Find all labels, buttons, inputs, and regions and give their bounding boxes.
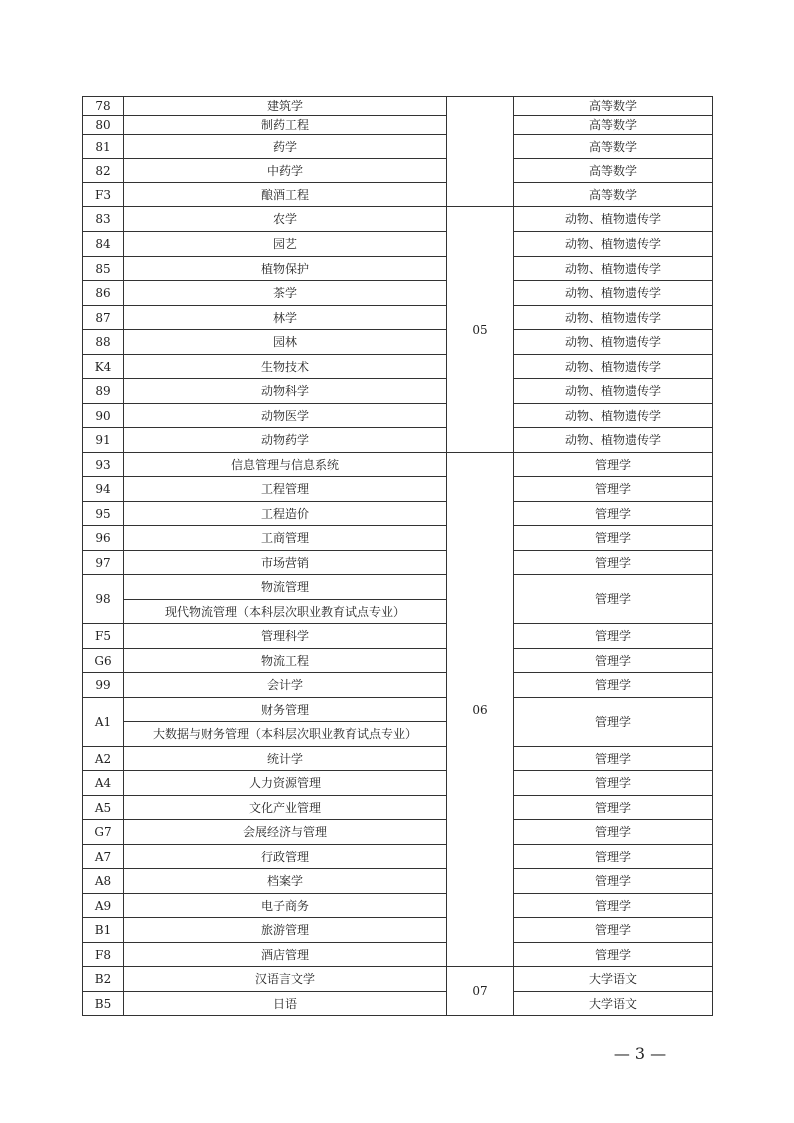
major-cell: 管理科学 [124, 624, 447, 649]
code-cell: 98 [83, 575, 124, 624]
subject-cell: 动物、植物遗传学 [514, 330, 713, 355]
subject-cell: 动物、植物遗传学 [514, 428, 713, 453]
table-row [83, 306, 713, 330]
table-row [83, 159, 713, 183]
major-cell: 工程造价 [124, 502, 447, 526]
major-cell: 汉语言文学 [124, 967, 447, 992]
group-cell: 06 [447, 453, 514, 967]
code-cell: B2 [83, 967, 124, 992]
code-cell: A5 [83, 796, 124, 820]
code-cell: 90 [83, 404, 124, 428]
table-row [83, 428, 713, 453]
subject-cell: 管理学 [514, 551, 713, 575]
code-cell: 89 [83, 379, 124, 404]
table-row [83, 97, 713, 116]
subject-cell: 动物、植物遗传学 [514, 232, 713, 257]
table-row [83, 845, 713, 869]
table-row [83, 698, 713, 722]
subject-cell: 管理学 [514, 918, 713, 943]
subject-cell: 管理学 [514, 575, 713, 624]
group-cell [447, 97, 514, 207]
code-cell: 80 [83, 116, 124, 135]
major-cell: 行政管理 [124, 845, 447, 869]
major-cell: 酿酒工程 [124, 183, 447, 207]
table-row [83, 551, 713, 575]
table-row [83, 967, 713, 992]
subject-cell: 管理学 [514, 502, 713, 526]
code-cell: 99 [83, 673, 124, 698]
code-cell: 81 [83, 135, 124, 159]
major-cell: 园艺 [124, 232, 447, 257]
major-cell: 大数据与财务管理（本科层次职业教育试点专业） [124, 722, 447, 747]
table-row [83, 796, 713, 820]
code-cell: A9 [83, 894, 124, 918]
major-cell: 物流管理 [124, 575, 447, 600]
subject-cell: 动物、植物遗传学 [514, 281, 713, 306]
table-row [83, 404, 713, 428]
major-cell: 统计学 [124, 747, 447, 771]
code-cell: A1 [83, 698, 124, 747]
table-row [83, 992, 713, 1016]
major-exam-table [82, 96, 713, 1016]
major-cell: 工商管理 [124, 526, 447, 551]
major-cell: 旅游管理 [124, 918, 447, 943]
major-cell: 动物药学 [124, 428, 447, 453]
code-cell: G7 [83, 820, 124, 845]
subject-cell: 动物、植物遗传学 [514, 404, 713, 428]
group-cell: 07 [447, 967, 514, 1016]
code-cell: 78 [83, 97, 124, 116]
subject-cell: 高等数学 [514, 116, 713, 135]
table-row [83, 673, 713, 698]
subject-cell: 高等数学 [514, 135, 713, 159]
major-cell: 市场营销 [124, 551, 447, 575]
major-cell: 农学 [124, 207, 447, 232]
subject-cell: 管理学 [514, 453, 713, 477]
code-cell: 82 [83, 159, 124, 183]
code-cell: G6 [83, 649, 124, 673]
subject-cell: 管理学 [514, 649, 713, 673]
table-row [83, 116, 713, 135]
subject-cell: 管理学 [514, 526, 713, 551]
code-cell: 97 [83, 551, 124, 575]
major-cell: 档案学 [124, 869, 447, 894]
code-cell: 83 [83, 207, 124, 232]
table-row [83, 894, 713, 918]
group-cell: 05 [447, 207, 514, 453]
subject-cell: 管理学 [514, 477, 713, 502]
major-cell: 制药工程 [124, 116, 447, 135]
major-cell: 植物保护 [124, 257, 447, 281]
table-row [83, 135, 713, 159]
subject-cell: 管理学 [514, 820, 713, 845]
code-cell: 95 [83, 502, 124, 526]
table-row [83, 624, 713, 649]
code-cell: 87 [83, 306, 124, 330]
major-cell: 茶学 [124, 281, 447, 306]
code-cell: 84 [83, 232, 124, 257]
code-cell: 93 [83, 453, 124, 477]
code-cell: A7 [83, 845, 124, 869]
major-cell: 文化产业管理 [124, 796, 447, 820]
code-cell: B5 [83, 992, 124, 1016]
table-row [83, 183, 713, 207]
table-row [83, 477, 713, 502]
subject-cell: 大学语文 [514, 967, 713, 992]
major-cell: 人力资源管理 [124, 771, 447, 796]
table-row [83, 330, 713, 355]
subject-cell: 大学语文 [514, 992, 713, 1016]
table-row [83, 869, 713, 894]
major-cell: 会计学 [124, 673, 447, 698]
subject-cell: 管理学 [514, 796, 713, 820]
table-row [83, 355, 713, 379]
code-cell: 85 [83, 257, 124, 281]
table-row [83, 379, 713, 404]
major-cell: 会展经济与管理 [124, 820, 447, 845]
table-row [83, 257, 713, 281]
subject-cell: 动物、植物遗传学 [514, 355, 713, 379]
major-cell: 药学 [124, 135, 447, 159]
table-row [83, 281, 713, 306]
major-cell: 中药学 [124, 159, 447, 183]
code-cell: F8 [83, 943, 124, 967]
major-cell: 物流工程 [124, 649, 447, 673]
code-cell: 96 [83, 526, 124, 551]
subject-cell: 管理学 [514, 747, 713, 771]
table-row [83, 747, 713, 771]
page-number: — 3 — [613, 1044, 667, 1063]
code-cell: 94 [83, 477, 124, 502]
table-row [83, 526, 713, 551]
table-row [83, 232, 713, 257]
table-row [83, 453, 713, 477]
table-row [83, 502, 713, 526]
code-cell: A2 [83, 747, 124, 771]
code-cell: K4 [83, 355, 124, 379]
table-row [83, 207, 713, 232]
table-row [83, 771, 713, 796]
subject-cell: 动物、植物遗传学 [514, 207, 713, 232]
code-cell: F5 [83, 624, 124, 649]
major-cell: 信息管理与信息系统 [124, 453, 447, 477]
subject-cell: 管理学 [514, 845, 713, 869]
code-cell: A4 [83, 771, 124, 796]
table-row [83, 649, 713, 673]
code-cell: 86 [83, 281, 124, 306]
code-cell: F3 [83, 183, 124, 207]
subject-cell: 管理学 [514, 673, 713, 698]
subject-cell: 高等数学 [514, 159, 713, 183]
code-cell: 88 [83, 330, 124, 355]
subject-cell: 管理学 [514, 943, 713, 967]
major-cell: 现代物流管理（本科层次职业教育试点专业） [124, 600, 447, 624]
subject-cell: 管理学 [514, 698, 713, 747]
major-cell: 动物科学 [124, 379, 447, 404]
major-cell: 动物医学 [124, 404, 447, 428]
subject-cell: 动物、植物遗传学 [514, 257, 713, 281]
code-cell: 91 [83, 428, 124, 453]
major-cell: 建筑学 [124, 97, 447, 116]
major-cell: 财务管理 [124, 698, 447, 722]
major-cell: 电子商务 [124, 894, 447, 918]
subject-cell: 高等数学 [514, 183, 713, 207]
subject-cell: 管理学 [514, 624, 713, 649]
code-cell: A8 [83, 869, 124, 894]
subject-cell: 管理学 [514, 869, 713, 894]
code-cell: B1 [83, 918, 124, 943]
major-cell: 工程管理 [124, 477, 447, 502]
major-cell: 酒店管理 [124, 943, 447, 967]
table-row [83, 575, 713, 600]
table-row [83, 820, 713, 845]
table-row [83, 918, 713, 943]
major-cell: 林学 [124, 306, 447, 330]
major-cell: 生物技术 [124, 355, 447, 379]
table-row [83, 943, 713, 967]
subject-cell: 管理学 [514, 771, 713, 796]
major-cell: 园林 [124, 330, 447, 355]
subject-cell: 动物、植物遗传学 [514, 379, 713, 404]
subject-cell: 动物、植物遗传学 [514, 306, 713, 330]
major-cell: 日语 [124, 992, 447, 1016]
subject-cell: 管理学 [514, 894, 713, 918]
subject-cell: 高等数学 [514, 97, 713, 116]
